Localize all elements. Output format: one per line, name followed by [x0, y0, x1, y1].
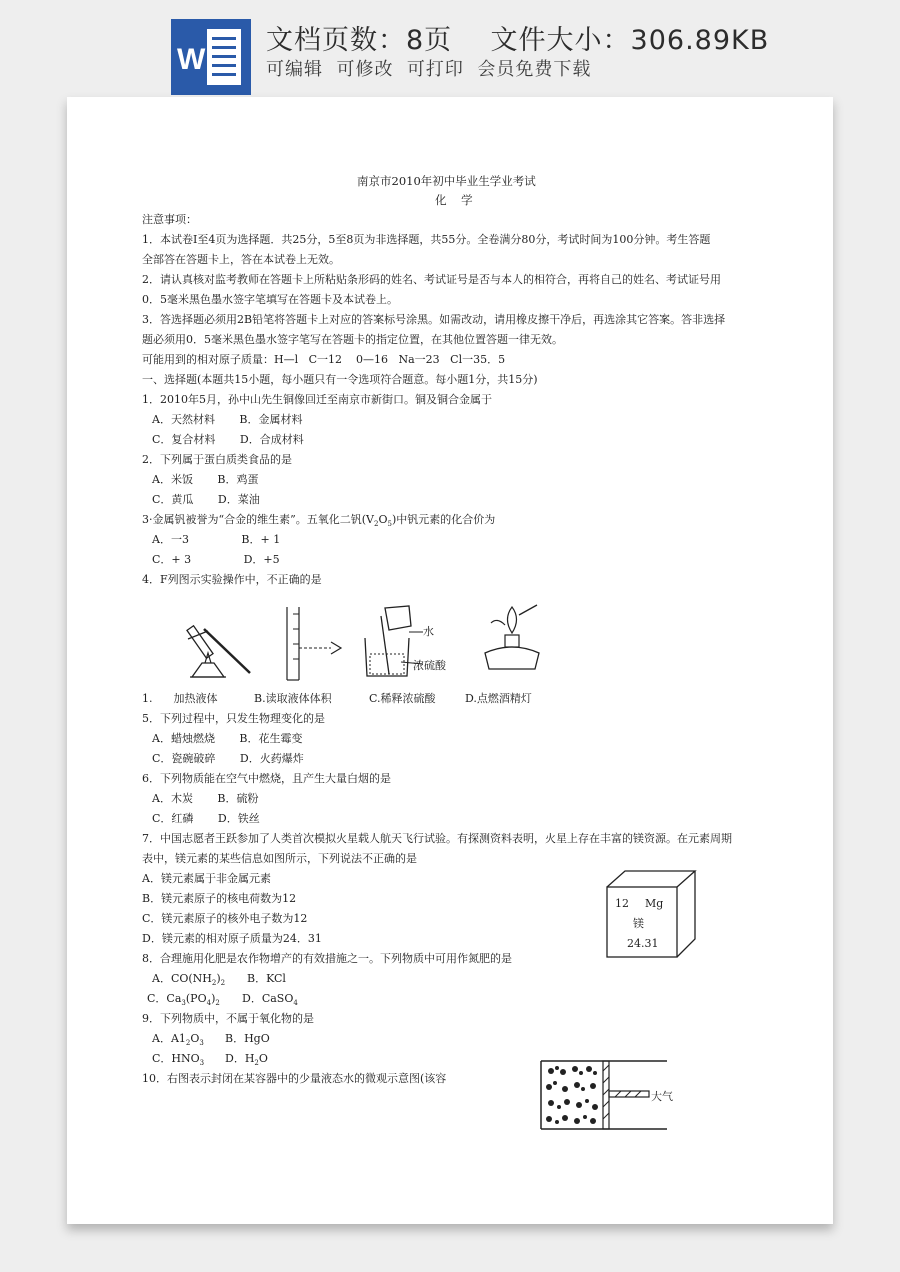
- question-7-option-c: C．镁元素原子的核外电子数为12: [142, 912, 308, 925]
- question-4-option-d: D.点燃酒精灯: [465, 692, 532, 705]
- sealed-container-figure: [537, 1055, 697, 1135]
- question-8: 8．合理施用化肥是农作物增产的有效措施之一。下列物质中可用作氮肥的是: [142, 952, 512, 965]
- question-9-option-b: B．HgO: [225, 1032, 270, 1045]
- question-2-options-ab: A．米饭 B．鸡蛋: [152, 473, 259, 486]
- question-7-line-1: 7．中国志愿者王跃参加了人类首次模拟火星载人航天飞行试验。有探测资料表明，火星上存在丰富的镁资源。在元素周期: [142, 832, 732, 845]
- question-9-option-d: D．$H_2O$: [225, 1052, 268, 1068]
- read-volume-figure: [267, 602, 347, 687]
- question-9-option-a: A．$A1_2O_3$: [152, 1032, 204, 1048]
- question-5-options-cd: C．瓷碗破碎 D．火药爆炸: [152, 752, 304, 765]
- question-5: 5．下列过程中，只发生物理变化的是: [142, 712, 325, 725]
- question-1-options-cd: C．复合材料 D．合成材料: [152, 433, 304, 446]
- note-2-line-1: 2．请认真核对监考教师在答题卡上所粘贴条形码的姓名、考试证号是否与本人的相符合，再将自己的姓名、考试证号用: [142, 273, 721, 286]
- download-banner: [0, 0, 900, 100]
- question-2: 2．下列属于蛋白质类食品的是: [142, 453, 292, 466]
- svg-text:W: W: [177, 43, 206, 76]
- atomic-masses: 可能用到的相对原子质量：H—l C一12 0—16 Na一23 Cl一35．5: [142, 353, 506, 366]
- pages-label: 文档页数：: [266, 25, 406, 56]
- question-9: 9．下列物质中，不属于氧化物的是: [142, 1012, 314, 1025]
- question-4: 4．F列图示实验操作中，不正确的是: [142, 573, 322, 586]
- question-3-options-ab: A．一3 B．+ 1: [152, 533, 281, 546]
- exam-title: 南京市2010年初中毕业生学业考试: [357, 174, 536, 188]
- question-6-options-ab: A．木炭 B．硫粉: [152, 792, 259, 805]
- document-page: [67, 97, 833, 1224]
- question-5-options-ab: A．蜡烛燃烧 B．花生霉变: [152, 732, 303, 745]
- banner-info-line: [266, 18, 769, 57]
- banner-features: 可编辑 可修改 可打印 会员免费下载: [266, 59, 592, 80]
- question-3: 3·金属钒被誉为“合金的维生素”。五氧化二钒$(V_2O_5)$中钒元素的化合价为: [142, 513, 496, 529]
- question-8-option-c: C．$Ca_3(PO_4)_2$: [147, 992, 220, 1008]
- mg-atomic-number: 12: [615, 897, 629, 910]
- notes-heading: 注意事项：: [142, 213, 197, 226]
- alcohol-lamp-figure: [477, 597, 547, 677]
- note-2-line-2: 0．5毫米黑色墨水签字笔填写在答题卡及本试卷上。: [142, 293, 398, 306]
- water-label: 水: [423, 625, 434, 638]
- question-10: 10．右图表示封闭在某容器中的少量液态水的微观示意图(该容: [142, 1072, 447, 1085]
- question-8-option-d: D．CaSO$_4$: [242, 992, 298, 1008]
- question-8-option-b: B．KCl: [247, 972, 286, 985]
- question-7-option-a: A．镁元素属于非金属元素: [142, 872, 271, 885]
- mg-symbol: Mg: [645, 897, 664, 910]
- size-label: 文件大小：: [490, 25, 631, 56]
- note-3-line-2: 题必须用0．5毫米黑色墨水签字笔写在答题卡的指定位置，在其他位置答题一律无效。: [142, 333, 563, 346]
- question-7-option-b: B．镁元素原子的核电荷数为12: [142, 892, 297, 905]
- pages-value: 8页: [406, 25, 453, 56]
- word-document-icon: [171, 19, 251, 95]
- question-4-option-b: B.读取液体体积: [254, 692, 332, 705]
- question-4-option-a: 1. 加热液体: [142, 692, 218, 705]
- question-6-options-cd: C．红磷 D．铁丝: [152, 812, 260, 825]
- question-4-option-c: C.稀释浓硫酸: [369, 692, 436, 705]
- question-1-options-ab: A．天然材料 B．金属材料: [152, 413, 303, 426]
- size-value: 306.89KB: [630, 25, 770, 56]
- atmosphere-label: 大气: [651, 1090, 673, 1103]
- mg-atomic-mass: 24.31: [627, 937, 659, 950]
- concentrated-acid-label: 浓硫酸: [413, 659, 446, 672]
- question-1: 1．2010年5月，孙中山先生铜像回迁至南京市新街口。铜及铜合金属于: [142, 393, 492, 406]
- note-1-line-1: 1．本试卷Ⅰ至4页为选择题．共25分，5至8页为非选择题，共55分。全卷满分80分，考试时间为100分钟。考生答题: [142, 233, 711, 246]
- heating-liquid-figure: [172, 607, 262, 687]
- question-7-option-d: D．镁元素的相对原子质量为24．31: [142, 932, 322, 945]
- question-2-options-cd: C．黄瓜 D．菜油: [152, 493, 260, 506]
- mg-name: 镁: [633, 917, 644, 930]
- section-heading: 一、选择题(本题共15小题，每小题只有一令选项符合题意。每小题1分，共15分): [142, 373, 538, 386]
- question-9-option-c: C．$HNO_3$: [152, 1052, 205, 1068]
- note-3-line-1: 3．答选择题必须用2B铅笔将答题卡上对应的答案标号涂黑。如需改动，请用橡皮擦干净后，再选涂其它答案。答非选择: [142, 313, 726, 326]
- question-8-option-a: A．$CO(NH_2)_2$: [152, 972, 226, 988]
- note-1-line-2: 全部答在答题卡上，答在本试卷上无效。: [142, 253, 340, 266]
- question-6: 6．下列物质能在空气中燃烧，且产生大量白烟的是: [142, 772, 391, 785]
- question-7-line-2: 表中，镁元素的某些信息如图所示，下列说法不正确的是: [142, 852, 417, 865]
- exam-subject: 化 学: [435, 193, 473, 207]
- question-3-options-cd: C．+ 3 D．+5: [152, 553, 280, 566]
